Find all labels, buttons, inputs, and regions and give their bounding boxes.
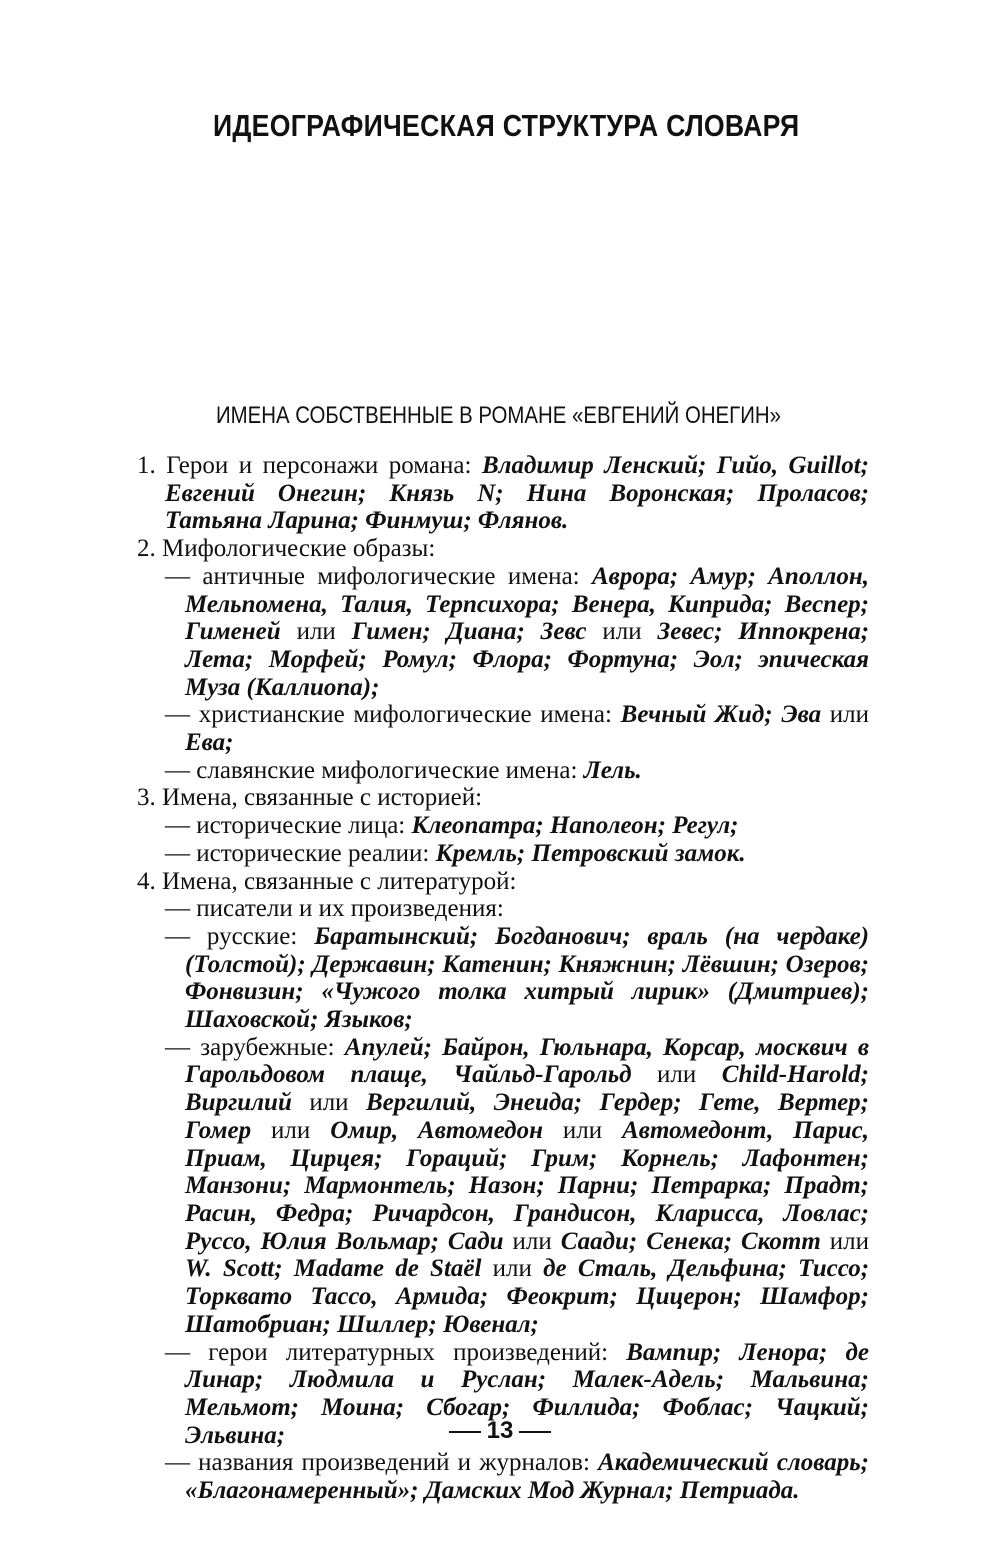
or-word: или — [296, 618, 336, 646]
or-word: или — [492, 1255, 532, 1283]
item-lead: Имена, связанные с историей: — [162, 784, 483, 812]
sub-item-christian-myth — [137, 701, 869, 756]
list-item-1 — [137, 452, 869, 535]
names: Клеопатра; Наполеон; Регул; — [411, 812, 739, 840]
sub-lead: — исторические лица: — [165, 812, 406, 840]
sub-item-works-journals — [137, 1449, 869, 1504]
names: Зевес; Иппокрена; Лета; Морфей; Ромул; Флора; Фортуна; Эол; эпическая Муза (Каллиопа); — [185, 618, 870, 701]
or-word: или — [829, 701, 870, 729]
names: Вампир; Ленора; де Линар; Людмила и Руслан; Малек-Адель; Мальвина; Мельмот; Моина; Сбогар; Филлида; Фоблас; Чацкий; Эльвина; — [185, 1338, 870, 1449]
names: Баратынский; Богданович; враль (на чердаке) (Толстой); Державин; Катенин; Княжнин; Лёвшин; Озеров; Фонвизин; «Чужого толка хитрый лирик» (Дмитриев); Шаховской; Языков; — [185, 922, 869, 1034]
or-word: или — [562, 1116, 603, 1144]
names: Академический словарь; «Благонамеренный»; Дамских Мод Журнал; Петриада. — [185, 1449, 870, 1505]
names: Владимир Ленский; Гийо, Guillot; Евгений Онегин; Князь N; Нина Воронская; Проласов; Татьяна Ларина; Финмуш; Флянов. — [165, 452, 870, 535]
rule-right — [519, 1431, 551, 1433]
names: W. Scott; Madame de Staël — [185, 1255, 482, 1283]
sub-lead: — зарубежные: — [165, 1033, 335, 1061]
or-word: или — [512, 1227, 552, 1255]
section-title: ИМЕНА СОБСТВЕННЫЕ В РОМАНЕ «ЕВГЕНИЙ ОНЕГИН» — [216, 402, 781, 429]
page-title: ИДЕОГРАФИЧЕСКАЯ СТРУКТУРА СЛОВАРЯ — [213, 108, 800, 143]
names: Гимен; Диана; Зевс — [351, 618, 587, 646]
names: Кремль; Петровский замок. — [435, 839, 746, 867]
or-word: или — [602, 618, 642, 646]
page-number: 13 — [486, 1417, 514, 1444]
item-number: 3. — [137, 784, 156, 812]
item-lead: Мифологические образы: — [162, 535, 436, 563]
names: Вечный Жид; Эва — [620, 701, 822, 729]
list-item-4 — [137, 868, 869, 896]
document-body — [137, 452, 869, 1505]
rule-left — [449, 1431, 481, 1433]
names: де Сталь, Дельфина; Тиссо; Торквато Тассо, Армида; Феокрит; Цицерон; Шамфор; Шатобриан; Шиллер; Ювенал; — [185, 1255, 870, 1338]
sub-lead: — названия произведений и журналов: — [165, 1449, 590, 1477]
sub-lead: — герои литературных произведений: — [165, 1338, 609, 1366]
names: Автомедонт, Парис, Приам, Цирцея; Гораций; Грим; Корнель; Лафонтен; Манзони; Мармонтель; Назон; Парни; Петрарка; Прадт; Расин, Федра; Ричардсон, Грандисон, Кларисса, Ловлас; Руссо, Юлия Вольмар; Сади — [185, 1116, 869, 1255]
sub-lead: — исторические реалии: — [165, 839, 430, 867]
page-number-footer — [0, 1417, 1000, 1445]
list-item-2 — [137, 535, 869, 563]
names: Апулей; Байрон, Гюльнара, Корсар, москвич в Гарольдовом плаще, Чайльд-Гарольд — [185, 1033, 869, 1089]
sub-lead: — христианские мифологические имена: — [165, 701, 612, 729]
item-lead: Герои и персонажи романа: — [166, 452, 472, 479]
names: Саади; Сенека; Скотт — [560, 1227, 821, 1255]
item-number: 4. — [137, 867, 156, 895]
sub-lead: — славянские мифологические имена: — [165, 756, 578, 784]
names: Аврора; Амур; Аполлон, Мельпомена, Талия, Терпсихора; Венера, Киприда; Веспер; Гименей — [185, 562, 869, 646]
sub-lead: — античные мифологические имена: — [165, 562, 580, 590]
sub-item-writers — [137, 895, 869, 923]
names: Омир, Автомедон — [330, 1116, 543, 1144]
item-number: 1. — [137, 452, 156, 479]
sub-item-historical-realia — [137, 840, 869, 868]
or-word: или — [657, 1061, 697, 1089]
names: Ева; — [185, 729, 234, 757]
item-lead: Имена, связанные с литературой: — [162, 867, 517, 895]
sub-item-slavic-myth — [137, 757, 869, 785]
names: Лель. — [583, 756, 642, 784]
names: Вергилий, Энеида; Гердер; Гете, Вертер; Гомер — [185, 1089, 869, 1144]
sub-lead: — писатели и их произведения: — [165, 895, 504, 923]
item-number: 2. — [137, 535, 156, 563]
sub-item-antique-myth — [137, 563, 869, 702]
or-word: или — [271, 1116, 311, 1144]
sub-item-russian — [137, 923, 869, 1034]
list-item-3 — [137, 784, 869, 812]
or-word: или — [309, 1089, 349, 1117]
names: Child-Harold; Виргилий — [185, 1061, 870, 1117]
sub-item-historical-persons — [137, 812, 869, 840]
sub-item-foreign — [137, 1034, 869, 1339]
or-word: или — [829, 1227, 869, 1255]
sub-lead: — русские: — [165, 922, 298, 950]
